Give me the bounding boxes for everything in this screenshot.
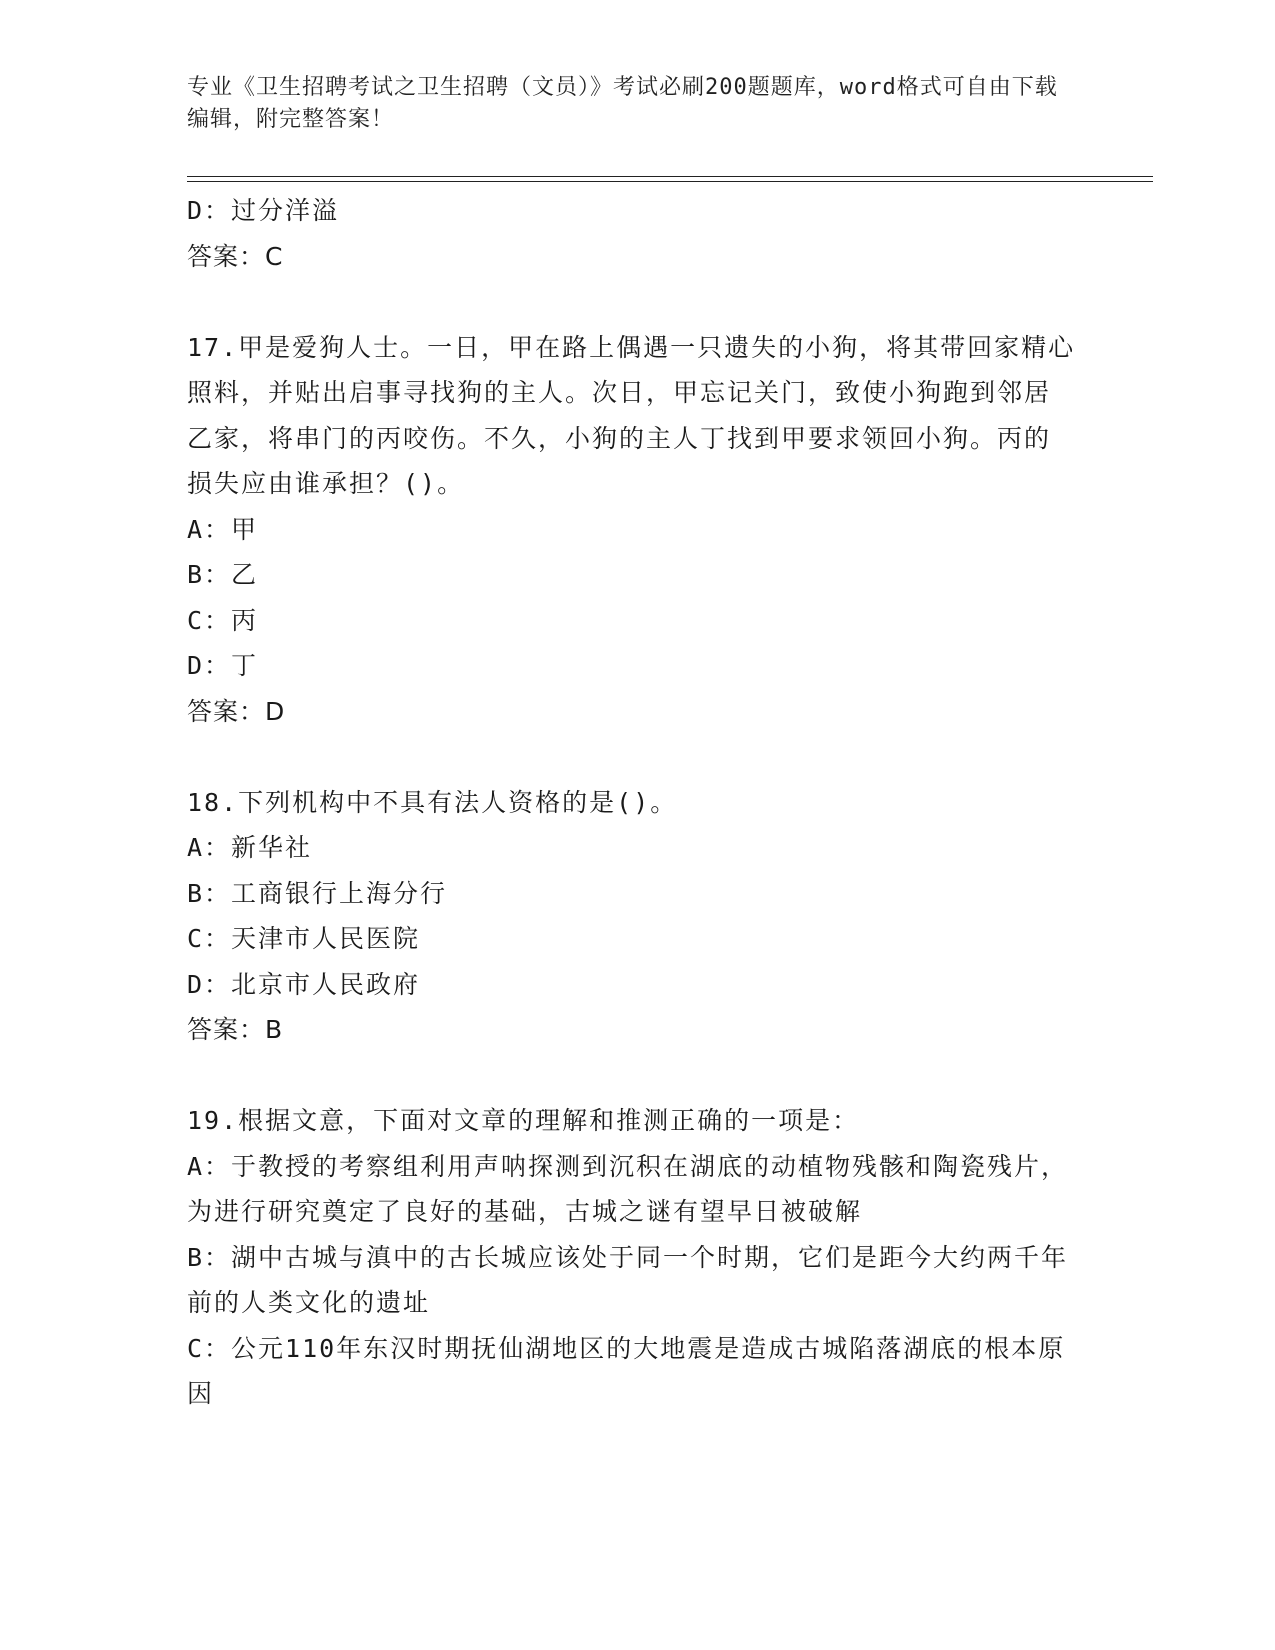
option-c: C：天津市人民医院 — [187, 924, 421, 953]
option-a: A：于教授的考察组利用声呐探测到沉积在湖底的动植物残骸和陶瓷残片，为进行研究奠定了良好的基础，古城之谜有望早日被破解 — [187, 1151, 1069, 1226]
option-c: C：丙 — [187, 605, 259, 635]
question-text: 19.根据文意，下面对文章的理解和推测正确的一项是： — [187, 1106, 860, 1135]
option-a: A：甲 — [187, 514, 259, 544]
header-rule-bottom — [187, 181, 1153, 182]
option-c: C：公元110年东汉时期抚仙湖地区的大地震是造成古城陷落湖底的根本原因 — [187, 1333, 1066, 1408]
option-d: D：丁 — [187, 651, 259, 680]
option-b: B：湖中古城与滇中的古长城应该处于同一个时期，它们是距今大约两千年前的人类文化的遗址 — [187, 1242, 1069, 1317]
prev-answer: 答案：C — [187, 241, 284, 271]
spacer — [187, 279, 1077, 325]
option-d: D：北京市人民政府 — [187, 969, 421, 999]
question-text: 17.甲是爱狗人士。一日，甲在路上偶遇一只遗失的小狗，将其带回家精心照料，并贴出启事寻找狗的主人。次日，甲忘记关门，致使小狗跑到邻居乙家，将串门的丙咬伤。不久，小狗的主人丁找到甲要求领回小狗。丙的损失应由谁承担？()。 — [187, 332, 1076, 498]
prev-option-d: D：过分洋溢 — [187, 196, 340, 225]
document-body — [187, 188, 1077, 1417]
question-block-18 — [187, 780, 1077, 1053]
question-text: 18.下列机构中不具有法人资格的是()。 — [187, 787, 678, 817]
document-header: 专业《卫生招聘考试之卫生招聘（文员）》考试必刷200题题库，word格式可自由下载编辑，附完整答案！ — [187, 75, 1058, 132]
answer: 答案：D — [187, 696, 286, 726]
option-b: B：工商银行上海分行 — [187, 878, 448, 908]
spacer — [187, 1053, 1077, 1099]
option-b: B：乙 — [187, 560, 259, 589]
spacer — [187, 734, 1077, 780]
header-rule-top — [187, 176, 1153, 177]
question-block-19 — [187, 1098, 1077, 1417]
answer: 答案：B — [187, 1015, 284, 1044]
option-a: A：新华社 — [187, 833, 313, 862]
question-block-17 — [187, 325, 1077, 735]
